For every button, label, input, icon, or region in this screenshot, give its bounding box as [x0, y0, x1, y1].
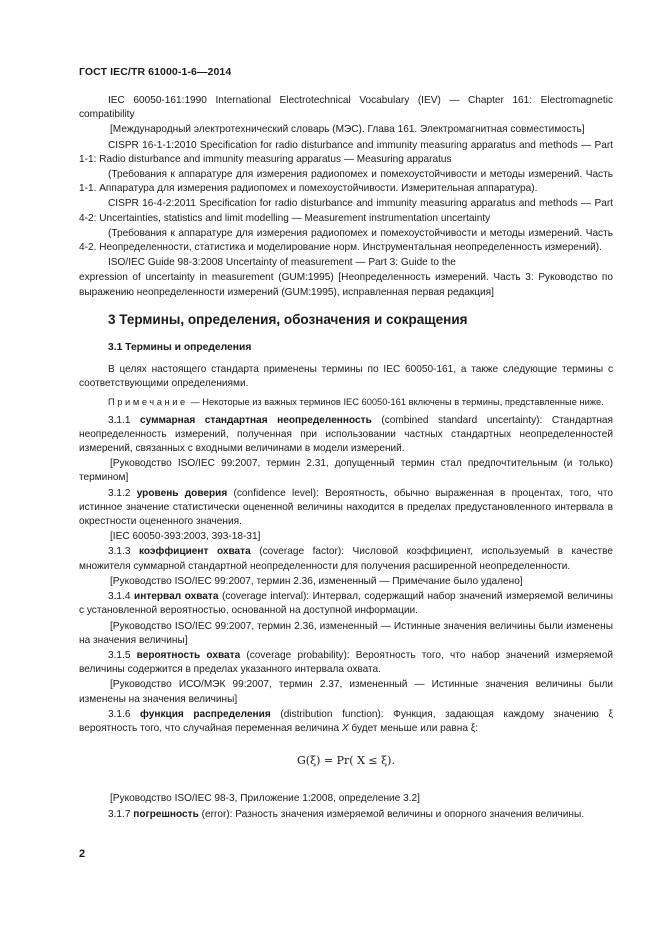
- term-name: погрешность: [133, 808, 199, 820]
- reference-translation: expression of uncertainty in measurement (GUM:1995) [Неопределенность измерений. Часть 3: Руководство по выражению неопределенности измерений (GUM:1995), исправленная первая редакция]: [79, 272, 613, 298]
- term-source: [Руководство ISO/IEC 99:2007, термин 2.36, измененный — Примечание было удалено]: [110, 575, 523, 587]
- page-body: [79, 94, 613, 823]
- term-3-1-5: 3.1.5 вероятность охвата (coverage probability): Вероятность того, что набор значений измеряемой величины содержится в пределах указанного интервала охвата.: [79, 649, 613, 676]
- section-3-1-title: 3.1 Термины и определения: [108, 342, 252, 354]
- note: [79, 396, 613, 409]
- term-name: уровень доверия: [136, 487, 228, 499]
- term-name: коэффициент охвата: [138, 546, 251, 558]
- reference-entry: ISO/IEC Guide 98-3:2008 Uncertainty of measurement — Part 3: Guide to the: [108, 257, 456, 269]
- term-source: [Руководство ISO/IEC 98-3, Приложение 1:2008, определение 3.2]: [110, 793, 420, 805]
- term-3-1-3: 3.1.3 коэффициент охвата (coverage factor): Числовой коэффициент, используемый в качестве множителя суммарной стандартной неопределенности для получения расширенной неопределенности.: [79, 546, 613, 572]
- term-source: [Руководство ISO/IEC 99:2007, термин 2.31, допущенный термин стал предпочтительным (и только) термином]: [79, 458, 613, 484]
- term-name: интервал охвата: [134, 591, 219, 603]
- term-3-1-1: 3.1.1 суммарная стандартная неопределенность (combined standard uncertainty): Стандартная неопределенность измерений, полученная при использовании частных стандартных неопределенностей измерений, связанных с входными величинами в модели измерений.: [79, 414, 613, 455]
- term-name: суммарная стандартная неопределенность: [139, 414, 372, 426]
- term-3-1-6: 3.1.6 функция распределения (distribution function): Функция, задающая каждому значению ξ вероятность того, что случайная переменная величина X будет меньше или равна ξ:: [79, 708, 613, 734]
- term-name: функция распределения: [140, 708, 271, 720]
- reference-translation: (Требования к аппаратуре для измерения радиопомех и помехоустойчивости и методы измерений. Часть 4-2. Неопределенности, статистика и моделирование норм. Инструментальная неопределенность измерений).: [79, 227, 613, 254]
- reference-entry: CISPR 16-4-2:2011 Specification for radio disturbance and immunity measuring apparatus and methods — Part 4-2: Uncertainties, statistics and limit modelling — Measurement instrumentation uncertainty: [79, 198, 613, 224]
- formula: G(ξ) = Pr( X ≤ ξ).: [297, 754, 395, 768]
- term-source: [IEC 60050-393:2003, 393-18-31]: [110, 531, 261, 543]
- note-text: — Некоторые из важных терминов IEC 60050-161 включены в термины, представленные ниже.: [187, 396, 604, 407]
- intro-paragraph: В целях настоящего стандарта применены термины по IEC 60050-161, а также следующие термины с соответствующими определениями.: [79, 364, 613, 390]
- document-header: ГОСТ IEC/TR 61000-1-6—2014: [79, 66, 232, 78]
- reference-entry: CISPR 16-1-1:2010 Specification for radio disturbance and immunity measuring apparatus and methods — Part 1-1: Radio disturbance and immunity measuring apparatus — Measuring apparatus: [79, 139, 613, 165]
- page-number: 2: [79, 848, 86, 860]
- term-3-1-4: 3.1.4 интервал охвата (coverage interval): Интервал, содержащий набор значений измеряемой величины с установленной вероятностью, основанной на доступной информации.: [79, 591, 613, 617]
- term-name: вероятность охвата: [136, 649, 241, 661]
- term-3-1-2: 3.1.2 уровень доверия (confidence level): Вероятность, обычно выраженная в процентах, того, что истинное значение статистически оцененной величины находится в пределах предустановленного интервала в окрестности оцененного значения.: [79, 487, 613, 528]
- term-source: [Руководство ISO/IEC 99:2007, термин 2.36, измененный — Истинные значения величины были изменены на значения величины]: [79, 620, 613, 646]
- reference-entry: IEC 60050-161:1990 International Electrotechnical Vocabulary (IEV) — Chapter 161: Electromagnetic compatibility: [79, 95, 613, 121]
- variable-x: X: [341, 722, 349, 734]
- term-source: [Руководство ИСО/МЭК 99:2007, термин 2.37, измененный — Истинные значения величины были изменены на значения величины]: [79, 679, 613, 705]
- note-label: Примечание: [108, 396, 188, 407]
- reference-translation: (Требования к аппаратуре для измерения радиопомех и помехоустойчивости и методы измерений. Часть 1-1. Аппаратура для измерения радиопомех и помехоустойчивости. Измерительная аппаратура).: [79, 169, 613, 195]
- reference-translation: [Международный электротехнический словарь (МЭС). Глава 161. Электромагнитная совместимость]: [110, 124, 585, 136]
- section-3-title: 3 Термины, определения, обозначения и сокращения: [108, 311, 468, 327]
- term-3-1-7: 3.1.7 погрешность (error): Разность значения измеряемой величины и опорного значения величины.: [108, 808, 585, 820]
